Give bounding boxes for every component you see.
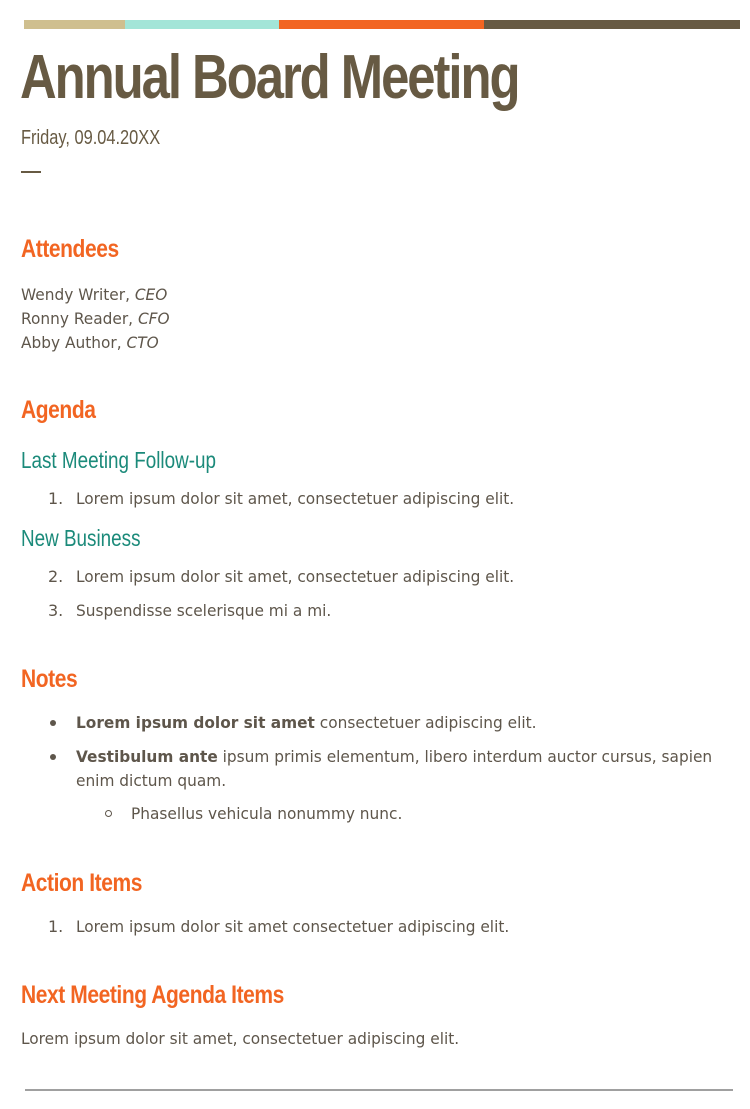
note-item (76, 711, 537, 735)
attendee-role: CEO (134, 285, 168, 304)
next-meeting-text: Lorem ipsum dolor sit amet, consectetuer adipiscing elit. (21, 1029, 460, 1048)
hollow-bullet-icon (105, 810, 112, 817)
list-number: 1. (48, 917, 64, 936)
agenda-item: Suspendisse scelerisque mi a mi. (76, 601, 332, 620)
note-item (76, 745, 712, 769)
attendees-heading: Attendees (21, 235, 119, 263)
list-number: 1. (48, 489, 64, 508)
agenda-item: Lorem ipsum dolor sit amet, consectetuer adipiscing elit. (76, 489, 515, 508)
next-meeting-heading: Next Meeting Agenda Items (21, 981, 284, 1009)
note-item-continuation: enim dictum quam. (76, 771, 227, 790)
meeting-date: Friday, 09.04.20XX (21, 127, 161, 149)
notes-heading: Notes (21, 665, 78, 693)
title-divider-dash (21, 171, 41, 173)
attendee-role: CFO (137, 309, 170, 328)
list-number: 2. (48, 567, 64, 586)
note-item-text: ipsum primis elementum, libero interdum auctor cursus, sapien (217, 747, 713, 766)
agenda-section-title: Last Meeting Follow-up (21, 447, 216, 473)
page-title: Annual Board Meeting (20, 43, 519, 112)
attendee-item (21, 283, 167, 307)
attendee-name: Wendy Writer, (21, 285, 135, 304)
attendee-name: Abby Author, (21, 333, 127, 352)
attendee-role: CTO (126, 333, 159, 352)
footer-divider (25, 1089, 733, 1091)
action-items-heading: Action Items (21, 869, 142, 897)
note-subitem: Phasellus vehicula nonummy nunc. (131, 804, 403, 823)
agenda-section-title: New Business (21, 525, 141, 551)
color-bar-segment-tan (24, 20, 125, 29)
note-item-bold: Vestibulum ante (76, 747, 218, 766)
note-item-bold: Lorem ipsum dolor sit amet (76, 713, 315, 732)
attendee-name: Ronny Reader, (21, 309, 138, 328)
attendee-item (21, 307, 170, 331)
decorative-color-bar (24, 20, 740, 29)
bullet-icon (50, 720, 56, 726)
note-item-text: consectetuer adipiscing elit. (314, 713, 537, 732)
agenda-item: Lorem ipsum dolor sit amet, consectetuer adipiscing elit. (76, 567, 515, 586)
list-number: 3. (48, 601, 64, 620)
color-bar-segment-orange (279, 20, 484, 29)
agenda-heading: Agenda (21, 396, 96, 424)
bullet-icon (50, 754, 56, 760)
color-bar-segment-brown (484, 20, 740, 29)
attendee-item (21, 331, 159, 355)
color-bar-segment-mint (125, 20, 279, 29)
action-item: Lorem ipsum dolor sit amet consectetuer adipiscing elit. (76, 917, 510, 936)
